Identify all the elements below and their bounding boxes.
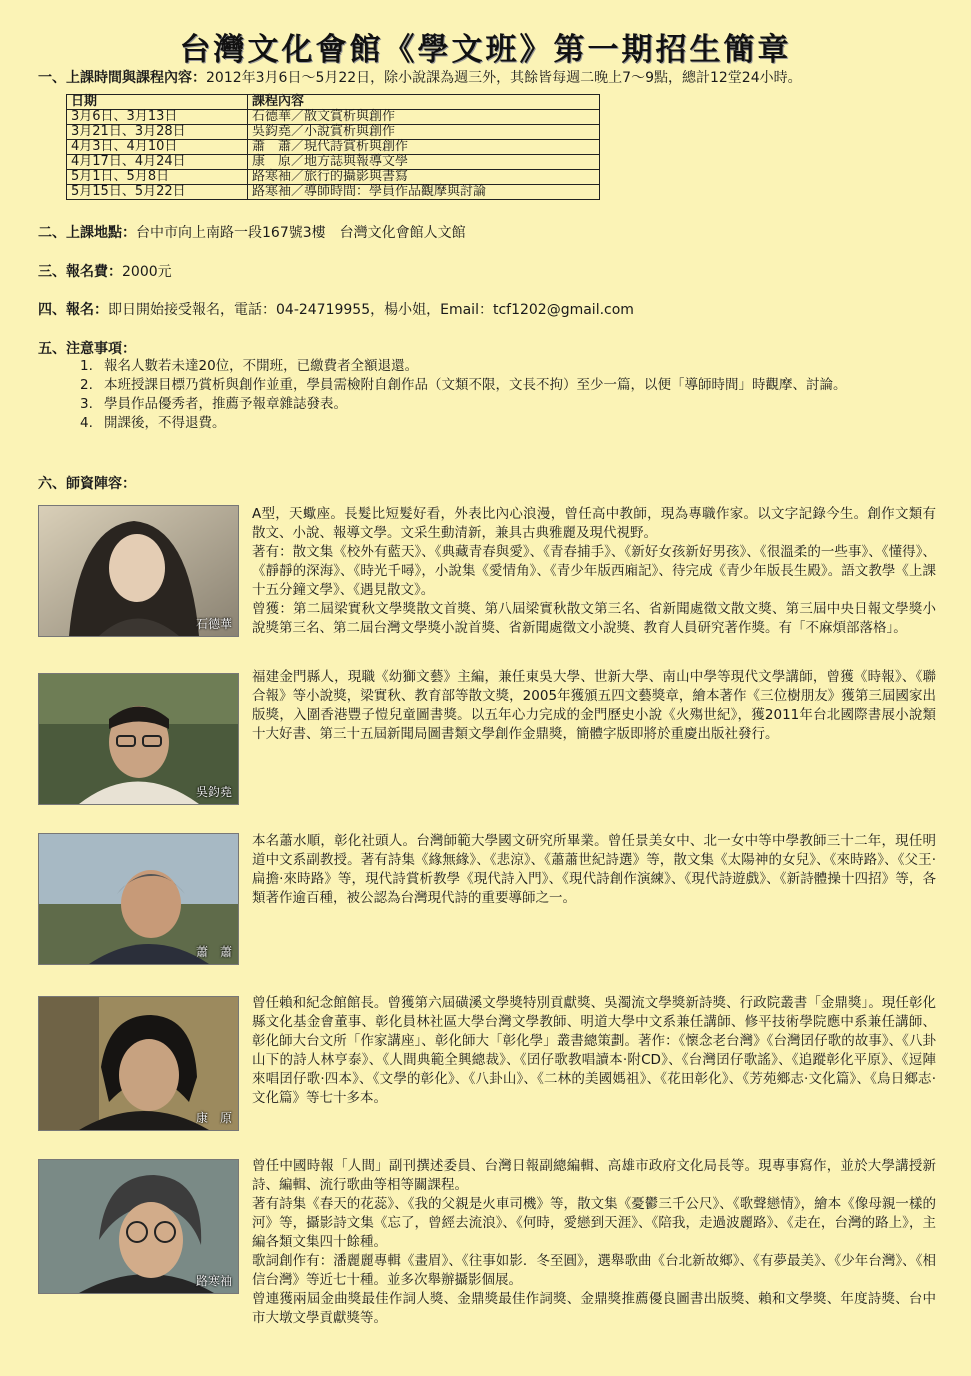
table-cell-date: 3月6日、3月13日 [67,110,248,125]
column-header-course: 課程內容 [248,95,600,110]
table-cell-date: 5月15日、5月22日 [67,185,248,200]
table-cell-course: 蕭 蕭／現代詩賞析與創作 [248,140,600,155]
teacher-bio [252,505,936,638]
section-schedule [38,68,802,88]
section-text: 即日開始接受報名，電話：04-24719955，楊小姐，Email：tcf1202@gmail.com [108,302,634,318]
table-row [67,110,600,125]
section-text: 2000元 [122,264,172,280]
section-registration [38,300,634,320]
bio-paragraph: 著有詩集《春天的花蕊》、《我的父親是火車司機》等，散文集《憂鬱三千公尺》、《歌聲戀情》，繪本《像母親一樣的河》等，攝影詩文集《忘了，曾經去流浪》、《何時，愛戀到天涯》、《陪我，走過波麗路》、《走在，台灣的路上》，主編各類文集四十餘種。 [252,1196,936,1250]
list-item [80,414,934,433]
table-cell-course: 路寒袖／旅行的攝影與書寫 [248,170,600,185]
section-fee [38,262,172,282]
table-row [67,185,600,200]
table-cell-date: 4月3日、4月10日 [67,140,248,155]
table-cell-date: 3月21日、3月28日 [67,125,248,140]
bio-paragraph: 曾任賴和紀念館館長。曾獲第六屆磺溪文學獎特別貢獻獎、吳濁流文學獎新詩獎、行政院叢書「金鼎獎」。現任彰化縣文化基金會董事、彰化員林社區大學台灣文學教師、明道大學中文系兼任講師、修平技術學院應中系兼任講師、彰化師大台文所「作家講座」、彰化師大「彰化學」叢書總策劃。著作：《懷念老台灣》《台灣囝仔歌的故事》、《八卦山下的詩人林亨泰》、《人間典範全興總裁》、《囝仔歌教唱讀本·附CD》、《台灣囝仔歌謠》、《追蹤彰化平原》、《逗陣來唱囝仔歌·四本》、《文學的彰化》、《八卦山》、《二林的美國媽祖》、《花田彰化》、《芳苑鄉志·文化篇》、《烏日鄉志·文化篇》等七十多本。 [252,995,936,1106]
teacher-bio [252,668,936,744]
teacher-bio [252,832,936,908]
photo-caption: 康 原 [195,1111,232,1125]
table-header-row [67,95,600,110]
table-cell-date: 5月1日、5月8日 [67,170,248,185]
list-text: 本班授課目標乃賞析與創作並重，學員需檢附自創作品（文類不限，文長不拘）至少一篇，以便「導師時間」時觀摩、討論。 [104,377,847,393]
table-cell-course: 路寒袖／導師時間：學員作品觀摩與討論 [248,185,600,200]
section-heading: 四、報名： [38,302,108,318]
bio-paragraph: 歌詞創作有：潘麗麗專輯《畫眉》、《往事如影．冬至圓》，選舉歌曲《台北新故鄉》、《有夢最美》、《少年台灣》、《相信台灣》等近七十種。並多次舉辦攝影個展。 [252,1253,936,1288]
table-cell-course: 康 原／地方誌與報導文學 [248,155,600,170]
list-text: 報名人數若未達20位，不開班，已繳費者全額退還。 [104,358,419,374]
table-row [67,155,600,170]
teacher-photo [38,505,239,637]
list-item [80,395,934,414]
section-notes [38,339,136,359]
table-row [67,140,600,155]
list-number: 1. [80,358,93,374]
notes-list [80,357,934,433]
photo-caption: 蕭 蕭 [195,945,232,959]
teacher-photo [38,996,239,1131]
section-text: 2012年3月6日～5月22日，除小說課為週三外，其餘皆每週二晚上7～9點，總計12堂24小時。 [206,70,802,86]
bio-paragraph: 本名蕭水順，彰化社頭人。台灣師範大學國文研究所畢業。曾任景美女中、北一女中等中學教師三十二年，現任明道中文系副教授。著有詩集《緣無緣》、《悲涼》、《蕭蕭世紀詩選》等，散文集《太陽神的女兒》、《來時路》、《父王·扁擔·來時路》等，現代詩賞析教學《現代詩入門》、《現代詩創作演練》、《現代詩遊戲》、《新詩體操十四招》等，各類著作逾百種，被公認為台灣現代詩的重要導師之一。 [252,833,936,906]
section-heading: 三、報名費： [38,264,122,280]
bio-paragraph: 曾任中國時報「人間」副刊撰述委員、台灣日報副總編輯、高雄市政府文化局長等。現專事寫作，並於大學講授新詩、編輯、流行歌曲等相等關課程。 [252,1158,936,1193]
table-cell-course: 吳鈞堯／小說賞析與創作 [248,125,600,140]
list-number: 3. [80,396,93,412]
section-heading: 一、上課時間與課程內容： [38,70,206,86]
table-cell-course: 石德華／散文賞析與創作 [248,110,600,125]
bio-paragraph: A型，天蠍座。長髮比短髮好看，外表比內心浪漫，曾任高中教師，現為專職作家。以文字記錄今生。創作文類有散文、小說、報導文學。文采生動清新，兼具古典雅麗及現代視野。 [252,506,936,541]
table-cell-date: 4月17日、4月24日 [67,155,248,170]
section-heading: 五、注意事項： [38,341,136,357]
column-header-date: 日期 [67,95,248,110]
photo-caption: 路寒袖 [195,1274,232,1288]
bio-paragraph: 曾獲：第二屆梁實秋文學獎散文首獎、第八屆梁實秋散文第三名、省新聞處徵文散文獎、第三屆中央日報文學獎小說獎第三名、第二屆台灣文學獎小說首獎、省新聞處徵文小說獎、教育人員研究著作獎。有「不麻煩部落格」。 [252,601,936,636]
list-text: 開課後，不得退費。 [104,415,226,431]
page-title: 台灣文化會館《學文班》第一期招生簡章 [179,32,792,68]
table-row [67,170,600,185]
list-number: 2. [80,377,93,393]
teacher-bio [252,994,936,1108]
section-location [38,223,466,243]
bio-paragraph: 曾連獲兩屆金曲獎最佳作詞人獎、金鼎獎最佳作詞獎、金鼎獎推薦優良圖書出版獎、賴和文學獎、年度詩獎、台中市大墩文學貢獻獎等。 [252,1291,936,1326]
list-text: 學員作品優秀者，推薦予報章雜誌發表。 [104,396,347,412]
bio-paragraph: 福建金門縣人，現職《幼獅文藝》主編，兼任東吳大學、世新大學、南山中學等現代文學講師，曾獲《時報》、《聯合報》等小說獎，梁實秋、教育部等散文獎，2005年獲頒五四文藝獎章，繪本著作《三位樹朋友》獲第三屆國家出版獎，入圍香港豐子愷兒童圖書獎。以五年心力完成的金門歷史小說《火殤世紀》，獲2011年台北國際書展小說類十大好書、第三十五屆新聞局圖書類文學創作金鼎獎，簡體字版即將於重慶出版社發行。 [252,669,936,742]
teacher-bio [252,1157,936,1328]
table-row [67,125,600,140]
teacher-photo [38,1159,239,1294]
section-heading: 六、師資陣容： [38,476,136,492]
list-item [80,376,934,395]
section-teachers [38,474,136,494]
photo-caption: 石德華 [195,617,232,631]
list-item [80,357,934,376]
section-heading: 二、上課地點： [38,225,136,241]
bio-paragraph: 著有：散文集《校外有藍天》、《典藏青春與愛》、《青春捕手》、《新好女孩新好男孩》、《很溫柔的一些事》、《懂得》、《靜靜的深海》、《時光千噚》，小說集《愛情角》、《青少年版西廂記》、待完成《青少年版長生殿》。語文教學《上課十五分鐘文學》、《遇見散文》。 [252,544,936,598]
list-number: 4. [80,415,93,431]
section-text: 台中市向上南路一段167號3樓 台灣文化會館人文館 [136,225,466,241]
teacher-photo [38,833,239,965]
photo-caption: 吳鈞堯 [195,785,232,799]
teacher-photo [38,673,239,805]
schedule-table [66,94,600,200]
